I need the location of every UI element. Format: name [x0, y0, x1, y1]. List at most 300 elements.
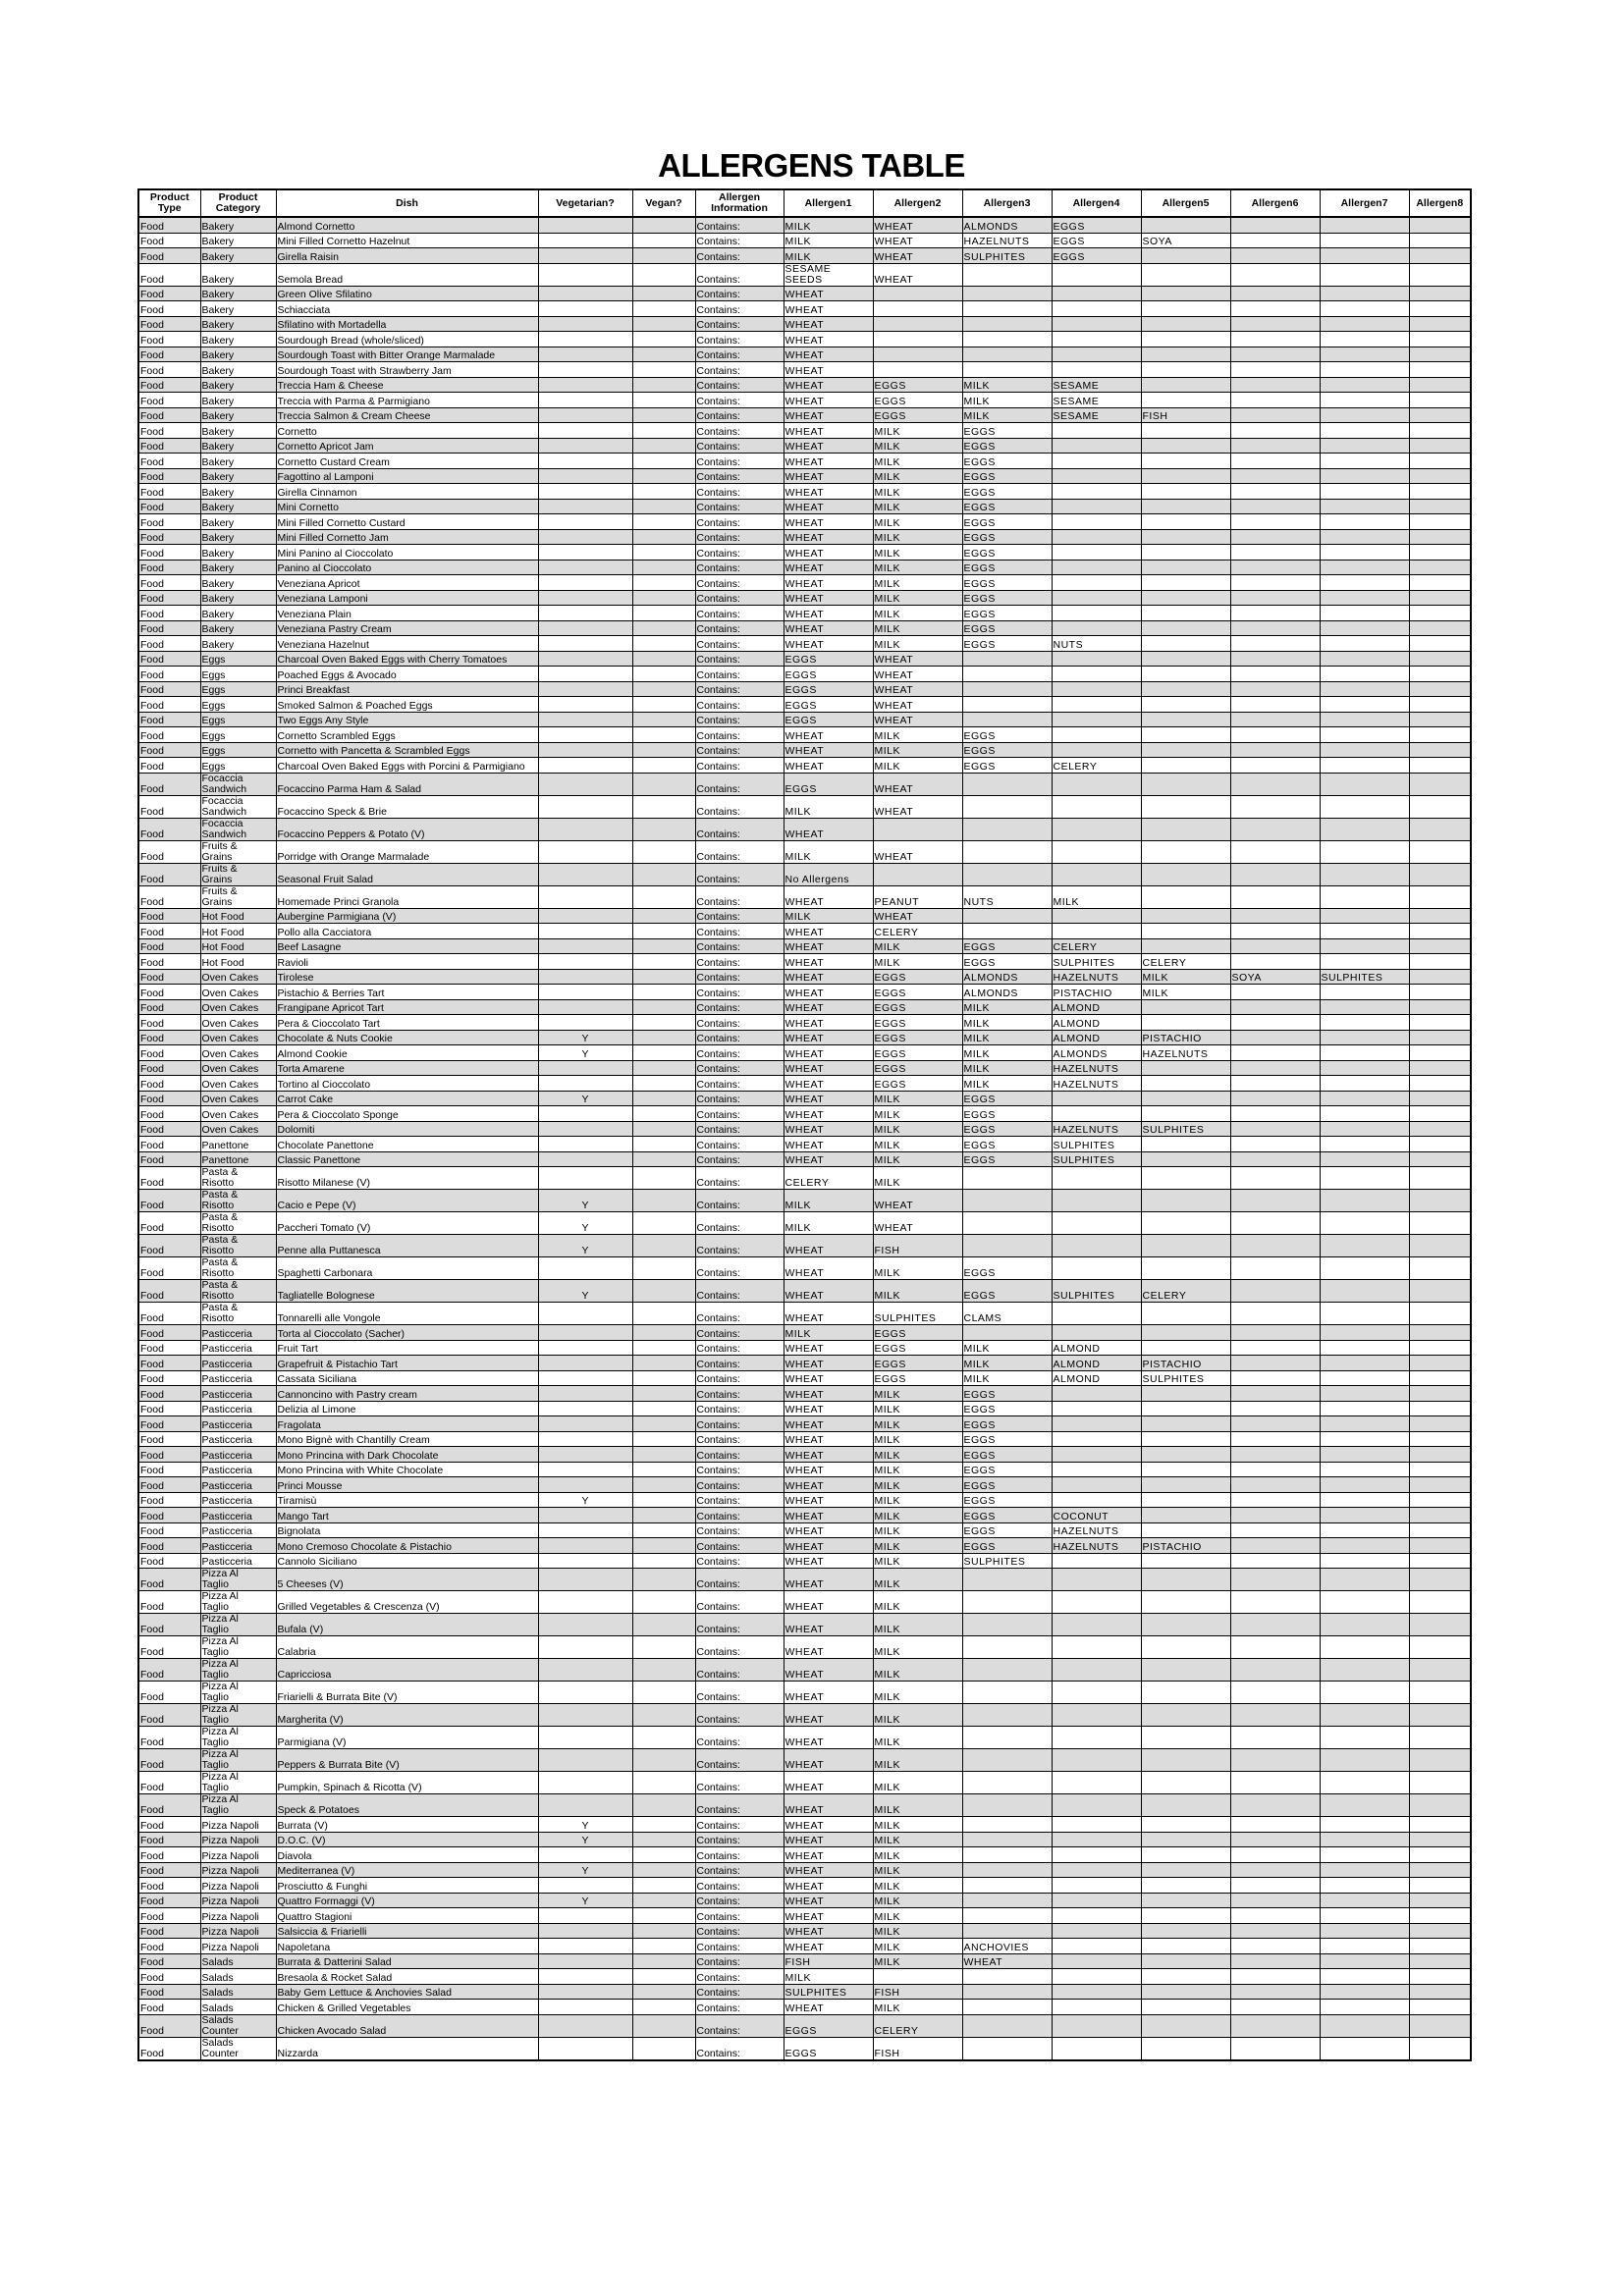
cell-allergen7 [1320, 263, 1409, 286]
cell-allergen5 [1141, 1862, 1230, 1878]
cell-allergen7 [1320, 1749, 1409, 1772]
cell-allergen1: WHEAT [784, 347, 873, 362]
cell-dish: Grapefruit & Pistachio Tart [276, 1356, 538, 1371]
cell-allergen8 [1409, 575, 1471, 591]
cell-product-category: Hot Food [200, 954, 276, 970]
cell-allergen4: SULPHITES [1052, 1151, 1141, 1167]
cell-allergen1: WHEAT [784, 1553, 873, 1569]
cell-product-category: Hot Food [200, 938, 276, 954]
column-header-dish: Dish [276, 189, 538, 217]
cell-vegetarian [538, 667, 632, 682]
cell-dish: Cornetto Apricot Jam [276, 438, 538, 454]
cell-allergen4 [1052, 1749, 1141, 1772]
cell-allergen3: MILK [962, 1356, 1052, 1371]
cell-allergen7 [1320, 985, 1409, 1000]
cell-allergen2: CELERY [873, 2014, 962, 2037]
cell-allergen5 [1141, 1257, 1230, 1280]
cell-allergen5 [1141, 1137, 1230, 1152]
cell-allergen2 [873, 863, 962, 885]
cell-product-type: Food [138, 985, 200, 1000]
cell-allergen3 [962, 1878, 1052, 1894]
cell-product-type: Food [138, 712, 200, 727]
cell-allergen7 [1320, 1447, 1409, 1463]
cell-allergen3 [962, 840, 1052, 863]
cell-allergen5 [1141, 1106, 1230, 1122]
cell-allergen1: WHEAT [784, 1235, 873, 1257]
cell-allergen6 [1230, 1280, 1320, 1303]
cell-allergen2: MILK [873, 1953, 962, 1969]
cell-product-type: Food [138, 332, 200, 347]
cell-allergen1: SESAME SEEDS [784, 263, 873, 286]
cell-allergen7 [1320, 438, 1409, 454]
table-row [138, 1212, 1471, 1235]
table-row [138, 454, 1471, 469]
cell-allergen-information: Contains: [695, 1325, 784, 1341]
cell-allergen7 [1320, 217, 1409, 233]
cell-allergen5 [1141, 1591, 1230, 1614]
cell-allergen4 [1052, 1431, 1141, 1447]
cell-allergen1: WHEAT [784, 938, 873, 954]
table-row [138, 2014, 1471, 2037]
cell-allergen7 [1320, 1030, 1409, 1045]
cell-dish: Cornetto [276, 423, 538, 439]
cell-allergen4 [1052, 840, 1141, 863]
cell-product-type: Food [138, 1091, 200, 1106]
cell-allergen2: WHEAT [873, 773, 962, 795]
cell-allergen5 [1141, 529, 1230, 545]
cell-allergen3: EGGS [962, 758, 1052, 774]
cell-allergen8 [1409, 1749, 1471, 1772]
cell-allergen3: EGGS [962, 545, 1052, 561]
cell-dish: Sourdough Bread (whole/sliced) [276, 332, 538, 347]
cell-allergen7 [1320, 1727, 1409, 1749]
cell-vegetarian [538, 1401, 632, 1416]
cell-product-type: Food [138, 514, 200, 530]
cell-vegan [632, 347, 695, 362]
cell-allergen-information: Contains: [695, 560, 784, 575]
cell-vegan [632, 697, 695, 713]
cell-dish: Mono Princina with White Chocolate [276, 1462, 538, 1477]
cell-allergen3: HAZELNUTS [962, 233, 1052, 248]
cell-product-type: Food [138, 1893, 200, 1908]
table-row [138, 908, 1471, 924]
cell-product-category: Bakery [200, 514, 276, 530]
cell-allergen4 [1052, 423, 1141, 439]
cell-allergen5 [1141, 332, 1230, 347]
cell-dish: Chicken Avocado Salad [276, 2014, 538, 2037]
cell-allergen6 [1230, 1121, 1320, 1137]
cell-dish: Treccia with Parma & Parmigiano [276, 393, 538, 408]
cell-allergen5 [1141, 1893, 1230, 1908]
cell-product-type: Food [138, 1878, 200, 1894]
cell-allergen-information: Contains: [695, 938, 784, 954]
cell-product-category: Pizza Al Taglio [200, 1727, 276, 1749]
cell-allergen6 [1230, 938, 1320, 954]
cell-product-category: Oven Cakes [200, 985, 276, 1000]
cell-vegan [632, 1553, 695, 1569]
cell-allergen1: EGGS [784, 667, 873, 682]
cell-dish: Girella Cinnamon [276, 484, 538, 500]
table-row [138, 1235, 1471, 1257]
cell-allergen1: WHEAT [784, 1015, 873, 1031]
cell-vegetarian [538, 1984, 632, 2000]
cell-allergen7 [1320, 1121, 1409, 1137]
cell-allergen5 [1141, 438, 1230, 454]
cell-allergen2: MILK [873, 636, 962, 652]
cell-allergen7 [1320, 286, 1409, 301]
cell-allergen1: WHEAT [784, 1794, 873, 1817]
cell-vegetarian [538, 332, 632, 347]
cell-allergen7 [1320, 233, 1409, 248]
cell-allergen6 [1230, 499, 1320, 514]
cell-allergen5 [1141, 1462, 1230, 1477]
cell-vegetarian [538, 1356, 632, 1371]
cell-product-category: Salads [200, 1984, 276, 2000]
cell-allergen1: EGGS [784, 2037, 873, 2060]
cell-product-category: Pizza Al Taglio [200, 1794, 276, 1817]
cell-allergen8 [1409, 1832, 1471, 1847]
cell-allergen5 [1141, 1190, 1230, 1212]
cell-allergen4 [1052, 2014, 1141, 2037]
cell-dish: Focaccino Speck & Brie [276, 795, 538, 818]
cell-allergen7 [1320, 560, 1409, 575]
cell-allergen3 [962, 1908, 1052, 1924]
cell-allergen6 [1230, 620, 1320, 636]
cell-dish: Dolomiti [276, 1121, 538, 1137]
cell-allergen2: MILK [873, 514, 962, 530]
cell-product-category: Pasticceria [200, 1462, 276, 1477]
cell-vegan [632, 773, 695, 795]
table-row [138, 1280, 1471, 1303]
cell-allergen8 [1409, 1370, 1471, 1386]
cell-allergen7 [1320, 1045, 1409, 1061]
cell-allergen8 [1409, 332, 1471, 347]
cell-allergen4: SESAME [1052, 407, 1141, 423]
cell-allergen7 [1320, 606, 1409, 621]
cell-allergen5 [1141, 248, 1230, 264]
cell-allergen-information: Contains: [695, 1682, 784, 1704]
cell-allergen8 [1409, 863, 1471, 885]
cell-allergen1: MILK [784, 1212, 873, 1235]
cell-allergen4 [1052, 301, 1141, 317]
cell-product-category: Pasticceria [200, 1340, 276, 1356]
cell-product-category: Focaccia Sandwich [200, 795, 276, 818]
table-row [138, 263, 1471, 286]
cell-vegan [632, 468, 695, 484]
cell-allergen6 [1230, 1939, 1320, 1954]
cell-product-type: Food [138, 362, 200, 378]
cell-allergen-information: Contains: [695, 651, 784, 667]
cell-allergen3 [962, 362, 1052, 378]
cell-vegetarian [538, 1431, 632, 1447]
cell-vegan [632, 636, 695, 652]
cell-allergen2: MILK [873, 1121, 962, 1137]
cell-vegetarian [538, 1257, 632, 1280]
cell-allergen-information: Contains: [695, 1416, 784, 1432]
cell-allergen-information: Contains: [695, 1794, 784, 1817]
table-row [138, 423, 1471, 439]
cell-allergen3 [962, 795, 1052, 818]
cell-allergen1: WHEAT [784, 1431, 873, 1447]
cell-allergen2: EGGS [873, 377, 962, 393]
cell-product-category: Pizza Napoli [200, 1939, 276, 1954]
cell-allergen3: EGGS [962, 560, 1052, 575]
cell-allergen8 [1409, 840, 1471, 863]
cell-allergen2: MILK [873, 1151, 962, 1167]
cell-allergen7 [1320, 1682, 1409, 1704]
table-row [138, 347, 1471, 362]
cell-dish: Cannolo Siciliano [276, 1553, 538, 1569]
cell-dish: Pistachio & Berries Tart [276, 985, 538, 1000]
cell-allergen3: EGGS [962, 636, 1052, 652]
cell-allergen2: MILK [873, 1704, 962, 1727]
cell-product-category: Bakery [200, 545, 276, 561]
cell-allergen8 [1409, 908, 1471, 924]
cell-allergen1: EGGS [784, 773, 873, 795]
cell-vegetarian [538, 954, 632, 970]
cell-product-category: Pasta & Risotto [200, 1212, 276, 1235]
cell-dish: Charcoal Oven Baked Eggs with Porcini & Parmigiano [276, 758, 538, 774]
table-row [138, 758, 1471, 774]
cell-allergen-information: Contains: [695, 1447, 784, 1463]
cell-vegetarian [538, 999, 632, 1015]
cell-product-type: Food [138, 620, 200, 636]
cell-allergen-information: Contains: [695, 1522, 784, 1538]
cell-allergen1: WHEAT [784, 1106, 873, 1122]
cell-dish: Fagottino al Lamponi [276, 468, 538, 484]
cell-dish: Speck & Potatoes [276, 1794, 538, 1817]
cell-vegan [632, 377, 695, 393]
cell-dish: Mono Cremoso Chocolate & Pistachio [276, 1538, 538, 1554]
cell-allergen5 [1141, 1847, 1230, 1863]
cell-product-type: Food [138, 263, 200, 286]
cell-allergen4 [1052, 924, 1141, 939]
cell-product-type: Food [138, 233, 200, 248]
cell-dish: Sourdough Toast with Strawberry Jam [276, 362, 538, 378]
cell-allergen6 [1230, 2037, 1320, 2060]
cell-allergen3 [962, 1636, 1052, 1659]
cell-allergen-information: Contains: [695, 1832, 784, 1847]
cell-allergen3 [962, 1167, 1052, 1190]
cell-vegan [632, 1106, 695, 1122]
cell-allergen3: EGGS [962, 1121, 1052, 1137]
cell-allergen5: PISTACHIO [1141, 1538, 1230, 1554]
cell-allergen1: WHEAT [784, 1727, 873, 1749]
cell-dish: Mini Filled Cornetto Jam [276, 529, 538, 545]
cell-allergen1: WHEAT [784, 924, 873, 939]
cell-allergen7 [1320, 1401, 1409, 1416]
cell-allergen3 [962, 1832, 1052, 1847]
cell-dish: Veneziana Hazelnut [276, 636, 538, 652]
cell-allergen8 [1409, 773, 1471, 795]
cell-allergen6 [1230, 1636, 1320, 1659]
cell-allergen-information: Contains: [695, 1386, 784, 1402]
cell-allergen3: SULPHITES [962, 248, 1052, 264]
cell-dish: Mini Panino al Cioccolato [276, 545, 538, 561]
cell-allergen5 [1141, 423, 1230, 439]
cell-allergen5 [1141, 1817, 1230, 1833]
table-row [138, 1984, 1471, 2000]
table-row [138, 1151, 1471, 1167]
cell-product-category: Bakery [200, 499, 276, 514]
cell-product-category: Bakery [200, 590, 276, 606]
cell-vegan [632, 954, 695, 970]
cell-allergen-information: Contains: [695, 985, 784, 1000]
cell-vegetarian [538, 620, 632, 636]
cell-vegetarian: Y [538, 1817, 632, 1833]
cell-allergen5 [1141, 1832, 1230, 1847]
cell-product-type: Food [138, 1591, 200, 1614]
cell-allergen3: ANCHOVIES [962, 1939, 1052, 1954]
cell-allergen5 [1141, 316, 1230, 332]
cell-product-category: Pizza Napoli [200, 1908, 276, 1924]
cell-vegetarian [538, 499, 632, 514]
cell-allergen3 [962, 332, 1052, 347]
cell-dish: Tagliatelle Bolognese [276, 1280, 538, 1303]
cell-dish: Charcoal Oven Baked Eggs with Cherry Tomatoes [276, 651, 538, 667]
cell-allergen5 [1141, 468, 1230, 484]
cell-allergen6 [1230, 1614, 1320, 1636]
cell-allergen4 [1052, 362, 1141, 378]
cell-vegan [632, 620, 695, 636]
cell-allergen5 [1141, 301, 1230, 317]
cell-product-type: Food [138, 1832, 200, 1847]
cell-vegetarian [538, 377, 632, 393]
cell-allergen5 [1141, 1015, 1230, 1031]
cell-product-type: Food [138, 1340, 200, 1356]
cell-allergen7 [1320, 908, 1409, 924]
cell-product-category: Pizza Napoli [200, 1862, 276, 1878]
cell-allergen3 [962, 1727, 1052, 1749]
cell-allergen5 [1141, 863, 1230, 885]
cell-allergen3 [962, 1749, 1052, 1772]
table-row [138, 1370, 1471, 1386]
cell-allergen3: EGGS [962, 1416, 1052, 1432]
cell-allergen4: HAZELNUTS [1052, 1121, 1141, 1137]
cell-product-type: Food [138, 651, 200, 667]
cell-allergen2: MILK [873, 1416, 962, 1432]
cell-dish: Napoletana [276, 1939, 538, 1954]
cell-allergen5 [1141, 1060, 1230, 1076]
cell-vegetarian [538, 316, 632, 332]
cell-allergen-information: Contains: [695, 1235, 784, 1257]
cell-allergen5 [1141, 1325, 1230, 1341]
cell-vegetarian [538, 606, 632, 621]
cell-dish: Paccheri Tomato (V) [276, 1212, 538, 1235]
cell-vegetarian [538, 1477, 632, 1493]
cell-allergen1: WHEAT [784, 1462, 873, 1477]
cell-vegetarian: Y [538, 1280, 632, 1303]
cell-allergen6 [1230, 712, 1320, 727]
cell-product-category: Bakery [200, 575, 276, 591]
cell-vegan [632, 1636, 695, 1659]
cell-allergen1: CELERY [784, 1167, 873, 1190]
cell-allergen4 [1052, 1477, 1141, 1493]
cell-allergen6 [1230, 1060, 1320, 1076]
cell-allergen7 [1320, 1794, 1409, 1817]
cell-allergen4 [1052, 1953, 1141, 1969]
cell-allergen7 [1320, 407, 1409, 423]
cell-allergen3 [962, 301, 1052, 317]
cell-vegetarian [538, 795, 632, 818]
cell-allergen6 [1230, 818, 1320, 840]
cell-vegetarian: Y [538, 1190, 632, 1212]
column-header-product-type: Product Type [138, 189, 200, 217]
cell-allergen2: EGGS [873, 969, 962, 985]
table-row [138, 1167, 1471, 1190]
cell-allergen2: EGGS [873, 985, 962, 1000]
cell-allergen6 [1230, 1794, 1320, 1817]
cell-vegan [632, 233, 695, 248]
cell-vegan [632, 393, 695, 408]
cell-vegan [632, 423, 695, 439]
cell-allergen2: MILK [873, 1137, 962, 1152]
cell-allergen3 [962, 1923, 1052, 1939]
cell-vegetarian [538, 1591, 632, 1614]
cell-allergen7 [1320, 1015, 1409, 1031]
cell-allergen4: ALMOND [1052, 1356, 1141, 1371]
table-row [138, 1591, 1471, 1614]
cell-dish: 5 Cheeses (V) [276, 1569, 538, 1591]
cell-allergen4 [1052, 727, 1141, 743]
cell-allergen-information: Contains: [695, 1939, 784, 1954]
cell-allergen8 [1409, 818, 1471, 840]
cell-product-category: Bakery [200, 233, 276, 248]
cell-allergen1: WHEAT [784, 1636, 873, 1659]
cell-vegan [632, 438, 695, 454]
cell-product-type: Food [138, 1847, 200, 1863]
cell-allergen5 [1141, 795, 1230, 818]
cell-allergen7 [1320, 863, 1409, 885]
cell-vegetarian [538, 840, 632, 863]
cell-allergen4: PISTACHIO [1052, 985, 1141, 1000]
table-row [138, 2000, 1471, 2015]
cell-product-type: Food [138, 217, 200, 233]
cell-allergen6 [1230, 1508, 1320, 1523]
cell-allergen5 [1141, 1386, 1230, 1402]
cell-vegan [632, 1492, 695, 1508]
cell-allergen8 [1409, 954, 1471, 970]
cell-dish: Diavola [276, 1847, 538, 1863]
cell-allergen6 [1230, 2014, 1320, 2037]
cell-allergen8 [1409, 263, 1471, 286]
cell-allergen-information: Contains: [695, 1817, 784, 1833]
cell-allergen8 [1409, 1121, 1471, 1137]
cell-allergen8 [1409, 2000, 1471, 2015]
cell-allergen-information: Contains: [695, 1151, 784, 1167]
cell-allergen1: WHEAT [784, 1591, 873, 1614]
column-header-allergen1: Allergen1 [784, 189, 873, 217]
cell-allergen-information: Contains: [695, 1462, 784, 1477]
cell-allergen2: WHEAT [873, 263, 962, 286]
cell-allergen1: MILK [784, 217, 873, 233]
cell-allergen5: PISTACHIO [1141, 1356, 1230, 1371]
cell-allergen2: MILK [873, 727, 962, 743]
cell-allergen-information: Contains: [695, 885, 784, 908]
cell-allergen6 [1230, 697, 1320, 713]
cell-allergen8 [1409, 636, 1471, 652]
cell-product-category: Bakery [200, 438, 276, 454]
cell-product-type: Food [138, 2037, 200, 2060]
cell-allergen4: ALMOND [1052, 1340, 1141, 1356]
cell-vegetarian [538, 1340, 632, 1356]
cell-vegetarian [538, 1447, 632, 1463]
cell-product-category: Pizza Napoli [200, 1817, 276, 1833]
cell-product-category: Bakery [200, 347, 276, 362]
cell-vegan [632, 301, 695, 317]
cell-allergen1: EGGS [784, 651, 873, 667]
cell-allergen-information: Contains: [695, 1137, 784, 1152]
